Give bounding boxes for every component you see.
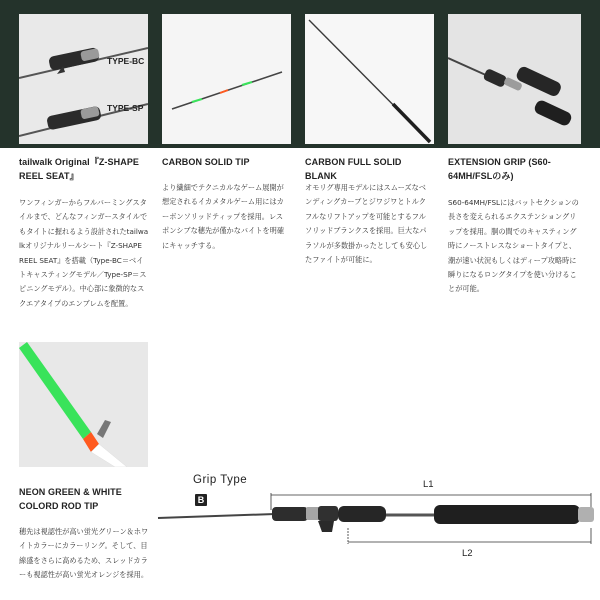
solid-tip-illustration <box>162 14 291 144</box>
photo-neon-tip <box>19 342 148 467</box>
tag-type-bc: TYPE-BC <box>107 56 145 66</box>
feature-body-solid-tip: より繊細でテクニカルなゲーム展開が想定されるイカメタルゲーム用にはカーボンソリッドティップを採用。レスポンシブな穂先が僅かなバイトを明確にキャッチする。 <box>162 183 285 250</box>
grip-diagram <box>150 480 598 570</box>
feature-title-solid-tip: CARBON SOLID TIP <box>162 157 250 167</box>
feature-title-extension-grip: EXTENSION GRIP (S60-64MH/FSLのみ) <box>448 157 551 181</box>
extension-grip-illustration <box>448 14 581 144</box>
tag-type-sp: TYPE-SP <box>107 103 144 113</box>
grip-type-badge: B <box>195 494 207 506</box>
feature-title-reel-seat: tailwalk Original『Z-SHAPE REEL SEAT』 <box>19 157 140 181</box>
dimension-label-l1: L1 <box>423 479 434 490</box>
photo-reel-seat <box>19 14 148 144</box>
feature-title-neon-tip: NEON GREEN & WHITE COLORD ROD TIP <box>19 487 122 511</box>
reel-seat-illustration <box>19 14 148 144</box>
feature-body-neon-tip: 穂先は視認性が高い蛍光グリーン＆ホワイトカラーにカラーリング。そして、目線盛をさらに高めるため、スレッドカラーも視認性が高い蛍光オレンジを採用。 <box>19 527 149 580</box>
neon-tip-illustration <box>19 342 148 467</box>
photo-full-solid-blank <box>305 14 434 144</box>
feature-body-reel-seat: ワンフィンガーからフルバーミングスタイルまで、どんなフィンガースタイルでもタイトに握れるよう設計されたtailwalkオリジナルリールシート『Z-SHAPE REEL SEAT』を搭載（Type-BC＝ベイトキャスティングモデル／Type-SP＝スピニングモデル）。中心部に象徴的なスクエアタイプのエンブレムを配置。 <box>19 198 149 308</box>
photo-extension-grip <box>448 14 581 144</box>
grip-type-title: Grip Type <box>193 474 248 486</box>
full-solid-blank-illustration <box>305 14 434 144</box>
feature-body-extension-grip: S60-64MH/FSLにはバットセクションの長さを変えられるエクステンショングリップを採用。胴の間でのキャスティング時にノーストレスなショートタイプと、潮が速い状況もしくはディープ攻略時に瞬りになるロングタイプを使い分けることが可能。 <box>448 198 579 294</box>
dimension-label-l2: L2 <box>462 548 473 559</box>
photo-carbon-solid-tip <box>162 14 291 144</box>
feature-body-full-solid-blank: オモリグ専用モデルにはスムーズなベンディングカーブとジワジワとトルクフルなリフトアップを可能とするフルソリッドブランクスを採用。巨大なパラソルが多数掛かったとしても安心したファイトが可能に。 <box>305 183 428 265</box>
feature-title-full-solid-blank: CARBON FULL SOLID BLANK <box>305 157 402 181</box>
